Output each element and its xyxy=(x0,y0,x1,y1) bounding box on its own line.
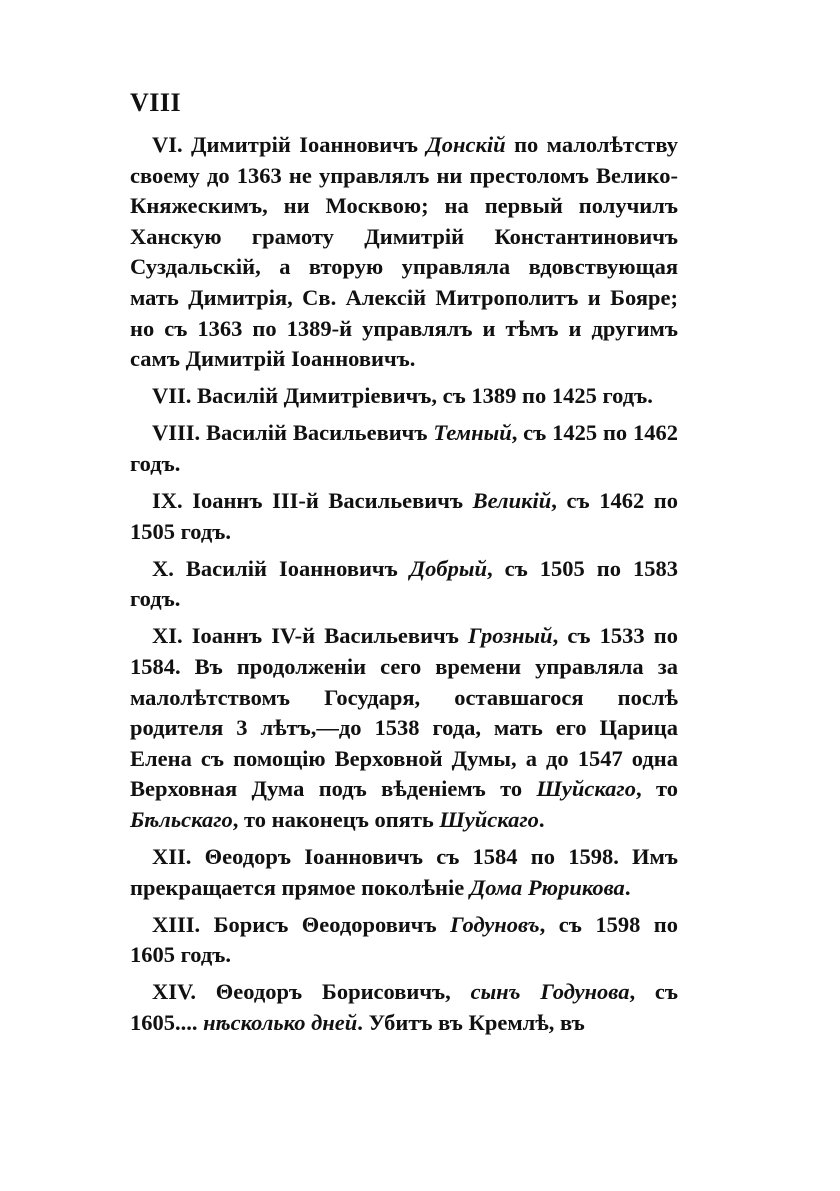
page-number: VIII xyxy=(130,88,182,117)
entry-text: , то наконецъ опять xyxy=(232,806,440,832)
entry-text: IX. Іоаннъ III-й Васильевичъ xyxy=(152,488,473,514)
emphasis-text: Темный xyxy=(433,420,512,446)
emphasis-text: Бѣльскаго xyxy=(130,806,233,832)
entry-xi xyxy=(130,621,678,835)
entry-text: XIV. Θеодоръ Борисовичъ, xyxy=(152,979,471,1005)
entry-text: по малолѣтству своему до 1363 не управлялъ ни престоломъ Велико-Княжескимъ, ни Москвою; на первый получилъ Ханскую грамоту Димитрій Константиновичъ Суздальскій, а вторую управляла вдовствующая мать Димитрія, Св. Алексій Митрополитъ и Бояре; но съ 1363 по 1389-й управлялъ и тѣмъ и другимъ самъ Димитрій Іоанновичъ. xyxy=(130,132,678,372)
emphasis-text: Грозный xyxy=(468,623,553,649)
entry-viii xyxy=(130,418,678,479)
entry-text: , съ 1533 по 1584. Въ продолженіи сего времени управляла за малолѣтствомъ Государя, оставшагося послѣ родителя 3 лѣтъ,—до 1538 года, мать его Царица Елена съ помощію Верховной Думы, а до 1547 одна Верховная Дума подъ вѣденіемъ то xyxy=(130,623,678,802)
entry-text: VIII. Василій Васильевичъ xyxy=(152,420,434,446)
entry-xii xyxy=(130,842,678,903)
entry-text: , съ 1425 по 1462 годъ. xyxy=(130,420,678,476)
entry-text: , съ 1598 по 1605 годъ. xyxy=(130,911,678,968)
entry-text: . Убитъ въ Кремлѣ, въ xyxy=(357,1010,585,1036)
entry-ix xyxy=(130,486,678,547)
entry-text: VI. Димитрій Іоанновичъ xyxy=(152,132,427,157)
entry-text: XII. Θеодоръ Іоанновичъ съ 1584 по 1598. Имъ прекращается прямое поколѣніе xyxy=(130,844,678,900)
ruler-list xyxy=(130,130,678,1045)
emphasis-text: Шуйскаго xyxy=(536,776,636,802)
entry-vii xyxy=(130,381,678,412)
entry-text: , съ 1505 по 1583 годъ. xyxy=(130,555,678,612)
entry-text: . xyxy=(624,874,631,900)
entry-text: . xyxy=(538,806,545,832)
entry-x xyxy=(130,554,678,615)
entry-text: X. Василій Іоанновичъ xyxy=(152,555,410,581)
entry-xiii xyxy=(130,910,678,971)
emphasis-text: нѣсколько дней xyxy=(203,1010,358,1036)
entry-text: VII. Василій Димитріевичъ, съ 1389 по 1425 годъ. xyxy=(152,383,653,409)
entry-text: , съ 1462 по 1505 годъ. xyxy=(130,488,678,544)
entry-text: XI. Іоаннъ IV-й Васильевичъ xyxy=(152,623,468,649)
entry-text: , то xyxy=(636,776,678,802)
entry-text: XIII. Борисъ Θеодоровичъ xyxy=(152,911,451,937)
entry-xiv xyxy=(130,977,678,1038)
emphasis-text: Великій xyxy=(472,488,552,514)
entry-vi xyxy=(130,130,678,375)
emphasis-text: Донскій xyxy=(426,132,506,157)
emphasis-text: Годуновъ xyxy=(450,911,540,937)
entry-text: , съ 1605.... xyxy=(130,979,678,1036)
emphasis-text: сынъ Годунова xyxy=(470,979,630,1005)
emphasis-text: Шуйскаго xyxy=(439,806,539,832)
emphasis-text: Добрый xyxy=(409,555,487,581)
emphasis-text: Дома Рюрикова xyxy=(469,874,625,900)
